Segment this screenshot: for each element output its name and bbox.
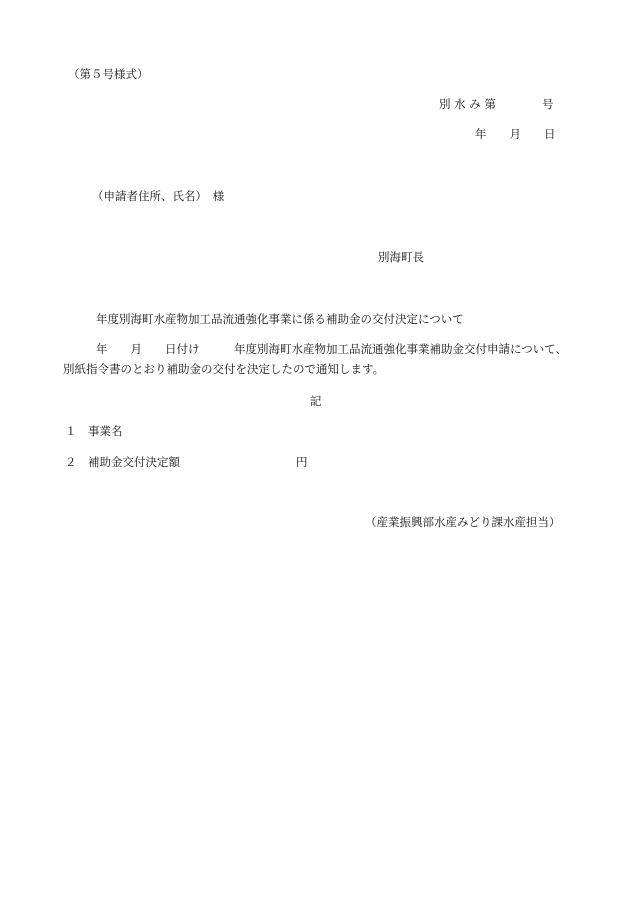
item-label: 事業名 <box>88 424 123 438</box>
recipient-line: （申請者住所、氏名） 様 <box>92 189 225 203</box>
item-label: 補助金交付決定額 <box>88 455 180 469</box>
item-number: ２ <box>65 455 77 469</box>
document-number: 別 水 み 第 号 <box>439 97 554 111</box>
issuer-name: 別海町長 <box>378 250 424 264</box>
body-line-1: 年 月 日付け 年度別海町水産物加工品流通強化事業補助金交付申請について、 <box>96 342 568 356</box>
item-value: 円 <box>296 455 308 469</box>
document-date: 年 月 日 <box>475 127 556 141</box>
contact-department: （産業振興部水産みどり課水産担当） <box>365 515 561 529</box>
body-line-2: 別紙指令書のとおり補助金の交付を決定したので通知します。 <box>63 362 385 376</box>
document-subject: 年度別海町水産物加工品流通強化事業に係る補助金の交付決定について <box>96 312 464 326</box>
ki-heading: 記 <box>310 394 322 408</box>
form-number: （第５号様式） <box>68 67 149 81</box>
item-number: １ <box>65 424 77 438</box>
